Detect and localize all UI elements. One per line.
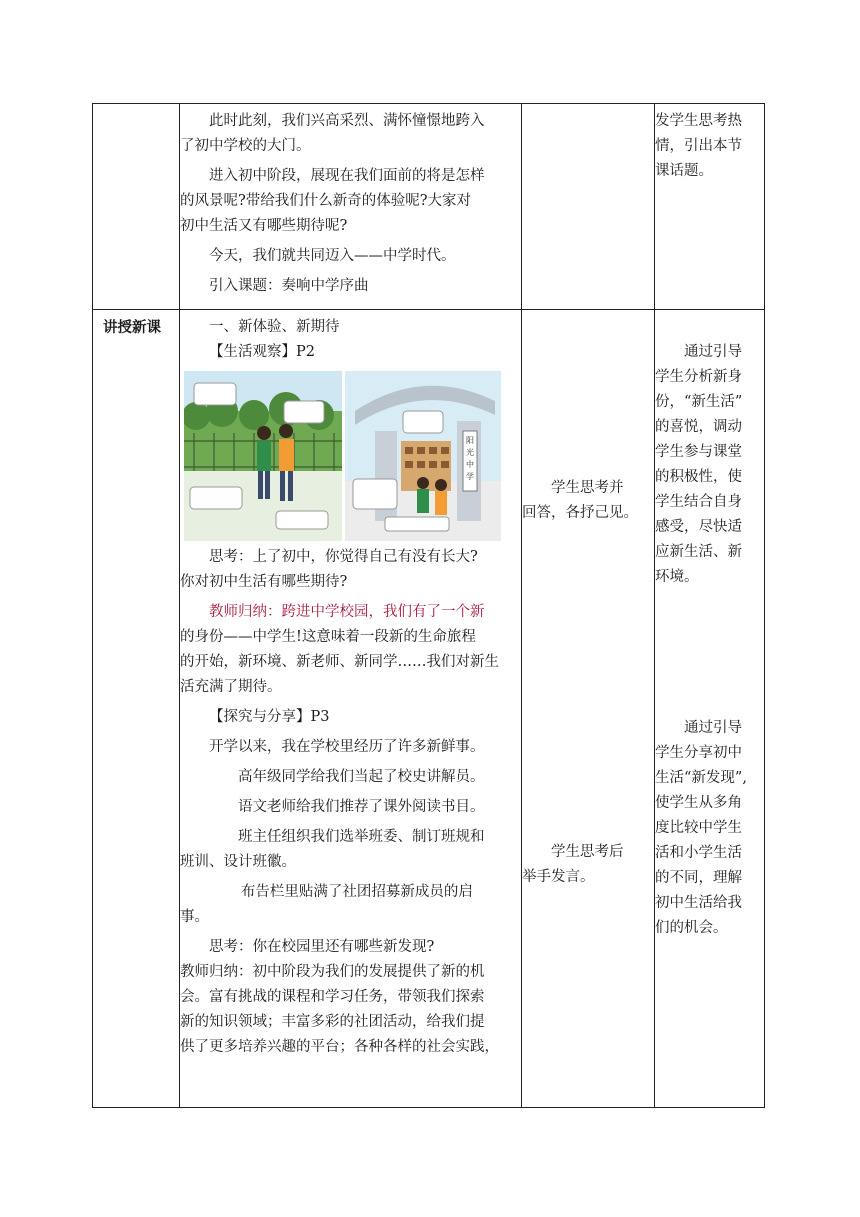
design-intent: 的喜悦，调动 — [655, 419, 742, 435]
teacher-summary: 教师归纳：初中阶段为我们的发展提供了新的机 — [180, 964, 485, 980]
stage-cell-empty — [93, 104, 180, 310]
think-question: 你对初中生活有哪些期待? — [180, 574, 348, 590]
school-sign-char: 中 — [466, 460, 474, 469]
text-line: 情，引出本节 — [655, 138, 742, 154]
school-sign-char: 光 — [466, 448, 474, 457]
content-cell-new-lesson — [180, 310, 522, 1108]
design-intent: 使学生从多角 — [655, 795, 742, 811]
student-activity: 回答，各抒己见。 — [522, 505, 638, 521]
textbook-illustration — [184, 371, 521, 541]
text-line: 新的知识领域；丰富多彩的社团活动，给我们提 — [180, 1014, 485, 1030]
design-intent: 们的机会。 — [655, 920, 728, 936]
text-line: 引入课题：奏响中学序曲 — [209, 278, 369, 294]
text-line: 课话题。 — [655, 163, 713, 179]
school-sign-char: 学 — [466, 472, 474, 481]
design-intent: 度比较中学生 — [655, 820, 742, 836]
design-intent: 学生分享初中 — [655, 745, 742, 761]
intent-cell-intro — [655, 104, 765, 310]
table-row-intro — [93, 104, 765, 310]
explore-item: 高年级同学给我们当起了校史讲解员。 — [238, 769, 485, 785]
text-line: 供了更多培养兴趣的平台；各种各样的社会实践， — [180, 1039, 499, 1055]
student-activity: 学生思考后 — [551, 844, 624, 860]
content-cell-intro — [180, 104, 522, 310]
think-question: 思考：上了初中，你觉得自己有没有长大? — [209, 549, 478, 565]
text-line: 活充满了期待。 — [180, 679, 282, 695]
design-intent: 的积极性，使 — [655, 469, 742, 485]
school-sign-char: 阳 — [466, 436, 474, 445]
design-intent: 活和小学生活 — [655, 845, 742, 861]
text-line: 的身份——中学生!这意味着一段新的生命旅程 — [180, 629, 476, 645]
activity-cell-empty — [522, 104, 655, 310]
students-walking-illustration — [184, 371, 342, 541]
school-gate-illustration — [345, 371, 501, 541]
design-intent: 应新生活、新 — [655, 544, 742, 560]
design-intent: 学生分析新身 — [655, 369, 742, 385]
teacher-summary: 教师归纳：跨进中学校园，我们有了一个新 — [209, 604, 485, 620]
text-line: 会。富有挑战的课程和学习任务，带领我们探索 — [180, 989, 485, 1005]
explore-item: 班训、设计班徽。 — [180, 854, 296, 870]
design-intent-cell — [655, 310, 765, 1108]
lesson-plan-table — [92, 103, 765, 1108]
design-intent: 学生参与课堂 — [655, 444, 742, 460]
text-line: 初中生活又有哪些期待呢? — [180, 218, 348, 234]
student-activity: 学生思考并 — [551, 480, 624, 496]
stage-label: 讲授新课 — [103, 320, 161, 336]
explore-label: 【探究与分享】P3 — [209, 709, 330, 725]
explore-item: 布告栏里贴满了社团招募新成员的启 — [240, 884, 473, 900]
stage-cell — [93, 310, 180, 1108]
design-intent: 的不同，理解 — [655, 870, 742, 886]
design-intent: 通过引导 — [684, 344, 742, 360]
text-line: 的风景呢?带给我们什么新奇的体验呢?大家对 — [180, 193, 472, 209]
text-line: 今天，我们就共同迈入——中学时代。 — [209, 248, 456, 264]
text-line: 发学生思考热 — [655, 113, 742, 129]
design-intent: 通过引导 — [684, 720, 742, 736]
student-activity-cell — [522, 310, 655, 1108]
student-activity: 举手发言。 — [522, 869, 595, 885]
explore-item: 事。 — [180, 909, 209, 925]
text-line: 的开始，新环境、新老师、新同学……我们对新生 — [180, 654, 499, 670]
section-title: 一、新体验、新期待 — [209, 319, 340, 335]
text-line: 了初中学校的大门。 — [180, 138, 311, 154]
explore-intro: 开学以来，我在学校里经历了许多新鲜事。 — [209, 739, 485, 755]
think-question: 思考：你在校园里还有哪些新发现? — [209, 939, 435, 955]
text-line: 此时此刻，我们兴高采烈、满怀憧憬地跨入 — [209, 113, 485, 129]
design-intent: 学生结合自身 — [655, 494, 742, 510]
design-intent: 环境。 — [655, 569, 699, 585]
table-row-new-lesson — [93, 310, 765, 1108]
observe-label: 【生活观察】P2 — [209, 344, 315, 360]
design-intent: 生活“新发现”, — [655, 770, 747, 786]
design-intent: 初中生活给我 — [655, 895, 742, 911]
explore-item: 班主任组织我们选举班委、制订班规和 — [238, 829, 485, 845]
design-intent: 份，“新生活” — [655, 394, 743, 410]
explore-item: 语文老师给我们推荐了课外阅读书目。 — [238, 799, 485, 815]
design-intent: 感受，尽快适 — [655, 519, 742, 535]
text-line: 进入初中阶段，展现在我们面前的将是怎样 — [209, 168, 485, 184]
